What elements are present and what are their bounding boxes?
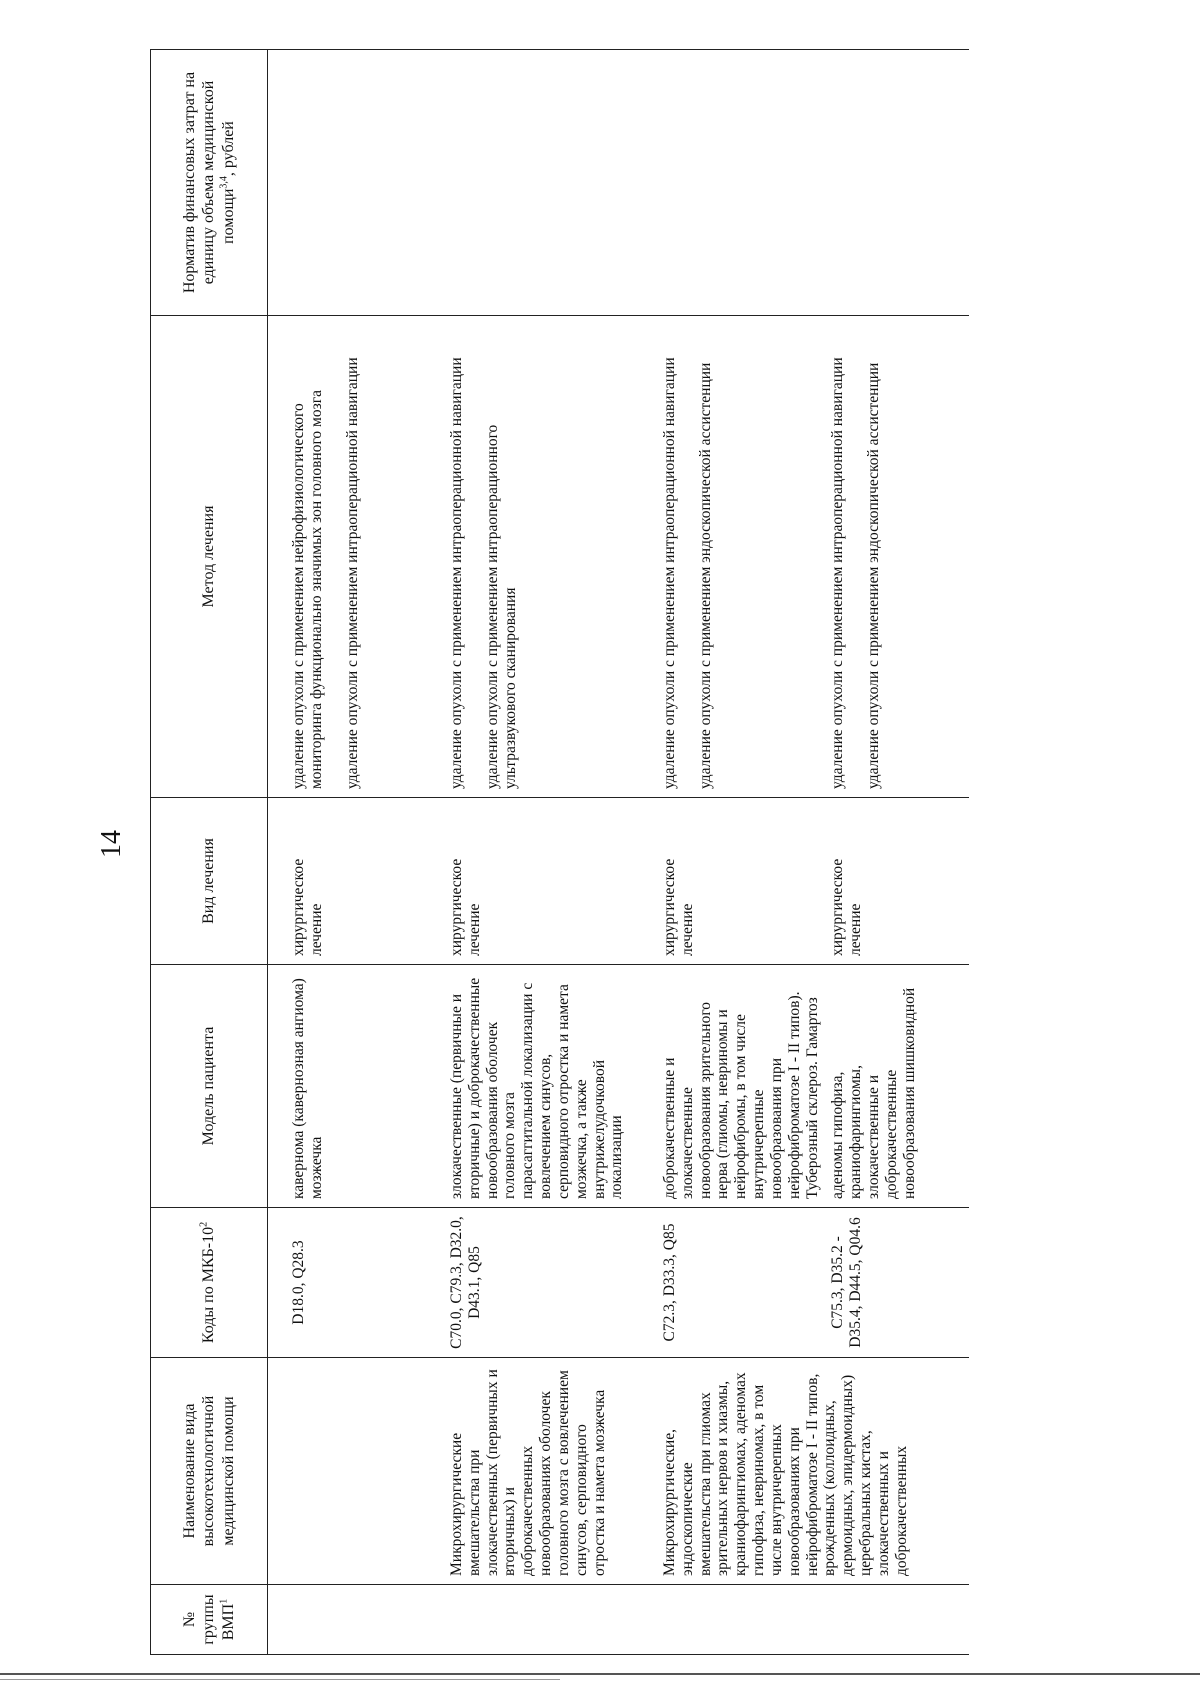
method-item: удаление опухоли с применением эндоскопической ассистенции <box>696 362 714 789</box>
cell-treatment-type: хирургическое лечение <box>653 798 821 965</box>
cell-icd-codes: C75.3, D35.2 - D35.4, D44.5, Q04.6 <box>821 1208 969 1358</box>
cell-vmp-name <box>268 1358 441 1585</box>
method-item: удаление опухоли с применением интраоперационной навигации <box>448 357 465 789</box>
cell-group-number <box>653 1585 821 1655</box>
cell-cost-norm <box>821 50 969 316</box>
header-patient-model: Модель пациента <box>151 965 268 1208</box>
cell-patient-model: доброкачественные и злокачественные новообразования зрительного нерва (глиомы, невриномы и нейрофибромы, в том числе внутричерепные новообразования при нейрофиброматозе I - II типов). Туберозный склероз. Гамартоз <box>653 965 821 1208</box>
method-item: удаление опухоли с применением интраоперационной навигации <box>343 357 361 789</box>
cell-cost-norm <box>440 50 653 316</box>
cell-group-number <box>821 1585 969 1655</box>
cell-treatment-type: хирургическое лечение <box>821 798 969 965</box>
cell-treatment-type: хирургическое лечение <box>268 798 441 965</box>
method-item: удаление опухоли с применением интраоперационного ультразвукового сканирования <box>483 424 519 789</box>
table-row <box>653 50 821 1655</box>
cell-patient-model: кавернома (кавернозная ангиома) мозжечка <box>268 965 441 1208</box>
cell-treatment-method <box>653 316 821 798</box>
header-row <box>151 50 268 1655</box>
cell-vmp-name: Микрохирургические, эндоскопические вмешательства при глиомах зрительных нервов и хиазмы, краниофарингиомах, аденомах гипофиза, невриномах, в том числе внутричерепных новообразованиях при нейрофиброматозе I - II типов, врожденных (коллоидных, дермоидных, эпидермоидных) церебральных кистах, злокачественных и доброкачественных <box>653 1358 969 1585</box>
table-row <box>440 50 653 1655</box>
header-vmp-name: Наименование вида высокотехнологичной медицинской помощи <box>151 1358 268 1585</box>
vmp-table <box>150 49 969 1655</box>
header-treatment-type: Вид лечения <box>151 798 268 965</box>
cell-icd-codes: C70.0, C79.3, D32.0, D43.1, Q85 <box>440 1208 653 1358</box>
method-item: удаление опухоли с применением эндоскопической ассистенции <box>865 362 883 789</box>
cell-patient-model: аденомы гипофиза, краниофарингиомы, злокачественные и доброкачественные новообразования шишковидной <box>821 965 969 1208</box>
page-number: 14 <box>96 830 127 858</box>
cell-vmp-name: Микрохирургические вмешательства при злокачественных (первичных и вторичных) и доброкачественных новообразованиях оболочек головного мозга с вовлечением синусов, серповидного отростка и намета мозжечка <box>440 1358 653 1585</box>
header-treatment-method: Метод лечения <box>151 316 268 798</box>
scan-edge-line-secondary <box>0 1679 560 1680</box>
method-item: удаление опухоли с применением интраоперационной навигации <box>829 357 847 789</box>
cell-cost-norm <box>268 50 441 316</box>
cell-icd-codes: C72.3, D33.3, Q85 <box>653 1208 821 1358</box>
cell-icd-codes: D18.0, Q28.3 <box>268 1208 441 1358</box>
cell-treatment-type: хирургическое лечение <box>440 798 653 965</box>
header-icd-codes: Коды по МКБ-$10^2$ <box>151 1208 268 1358</box>
header-cost-norm: Норматив финансовых затрат на единицу объема медицинской помощи$^{3,4}$, рублей <box>151 50 268 316</box>
rotated-table-container <box>150 50 1200 1655</box>
method-item: удаление опухоли с применением интраоперационной навигации <box>661 357 678 789</box>
method-item: удаление опухоли с применением нейрофизиологического мониторинга функционально значимых зон головного мозга <box>290 390 325 789</box>
cell-group-number <box>268 1585 441 1655</box>
cell-treatment-method <box>821 316 969 798</box>
header-group-number: № группы ВМП$^1$ <box>151 1585 268 1655</box>
cell-patient-model: злокачественные (первичные и вторичные) и доброкачественные новообразования оболочек головного мозга парасаггитальной локализации с вовлечением синусов, серповидного отростка и намета мозжечка, а также внутрижелудочковой локализации <box>440 965 653 1208</box>
table-row <box>268 50 441 1655</box>
scan-edge-line <box>0 1673 1200 1675</box>
cell-cost-norm <box>653 50 821 316</box>
cell-group-number <box>440 1585 653 1655</box>
cell-treatment-method <box>440 316 653 798</box>
cell-treatment-method <box>268 316 441 798</box>
